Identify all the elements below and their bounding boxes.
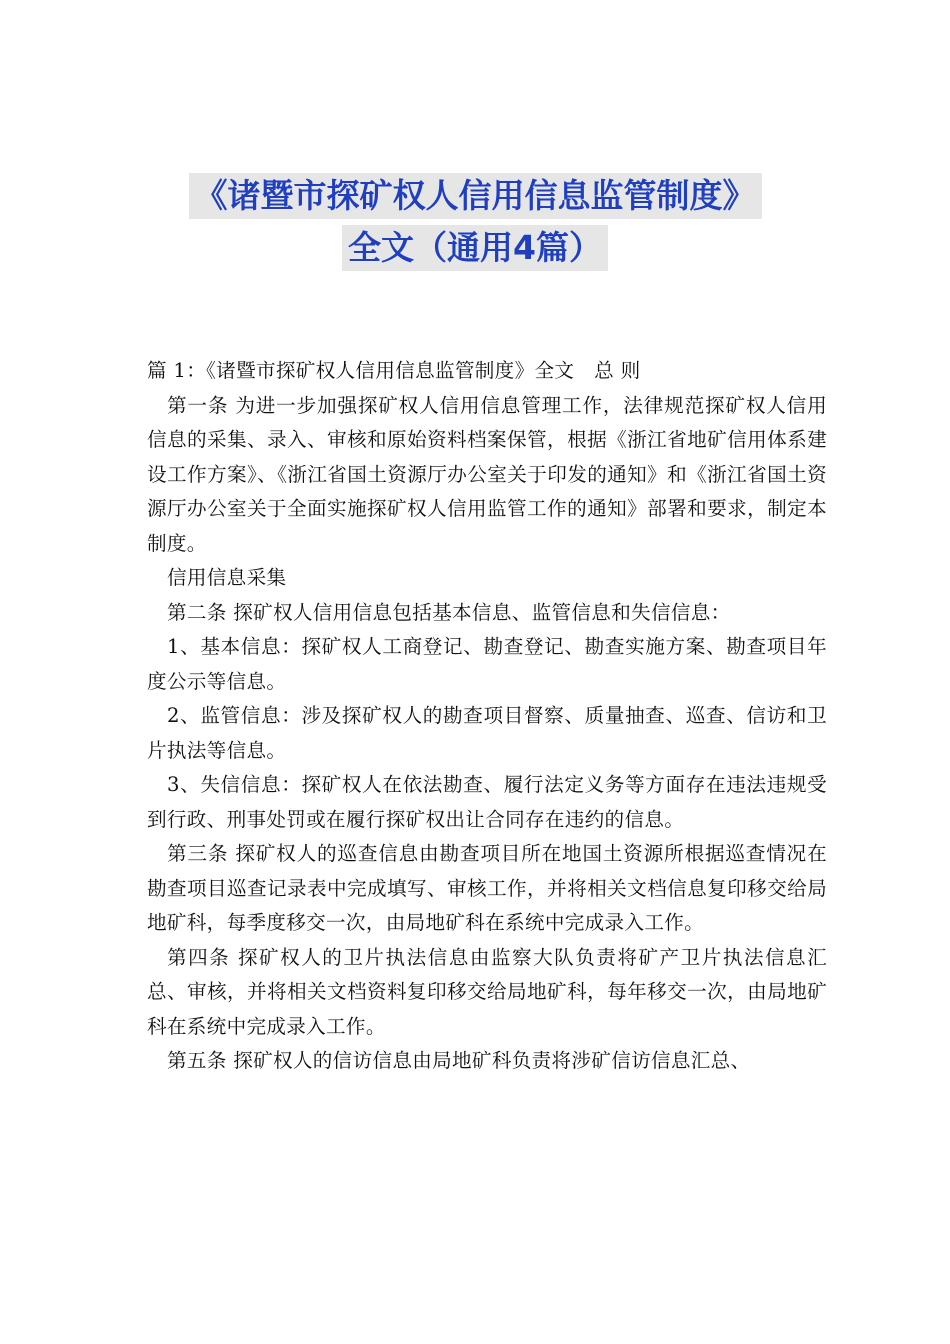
section-heading: 信用信息采集 bbox=[167, 566, 287, 589]
paragraph: 第五条 探矿权人的信访信息由局地矿科负责将涉矿信访信息汇总、 bbox=[167, 1049, 751, 1072]
paragraph: 篇 1：《诸暨市探矿权人信用信息监管制度》全文 总 则 bbox=[147, 359, 641, 382]
paragraph: 2、监管信息：涉及探矿权人的勘查项目督察、质量抽查、巡查、信访和卫片执法等信息。 bbox=[147, 704, 827, 762]
paragraph: 第三条 探矿权人的巡查信息由勘查项目所在地国土资源所根据巡查情况在勘查项目巡查记录表中完成填写、审核工作，并将相关文档信息复印移交给局地矿科，每季度移交一次，由局地矿科在系统中完成录入工作。 bbox=[147, 842, 827, 934]
title-line-2: 全文（通用4篇） bbox=[342, 225, 608, 271]
paragraph: 第四条 探矿权人的卫片执法信息由监察大队负责将矿产卫片执法信息汇总、审核，并将相关文档资料复印移交给局地矿科，每年移交一次，由局地矿科在系统中完成录入工作。 bbox=[147, 945, 827, 1038]
paragraph: 第二条 探矿权人信用信息包括基本信息、监管信息和失信信息： bbox=[167, 600, 731, 624]
document-title bbox=[0, 173, 950, 275]
title-line-1: 《诸暨市探矿权人信用信息监管制度》 bbox=[189, 173, 762, 219]
document-body bbox=[147, 354, 827, 1079]
paragraph: 第一条 为进一步加强探矿权人信用信息管理工作，法律规范探矿权人信用信息的采集、录入、审核和原始资料档案保管，根据《浙江省地矿信用体系建设工作方案》、《浙江省国土资源厅办公室关于印发的通知》和《浙江省国土资源厅办公室关于全面实施探矿权人信用监管工作的通知》部署和要求，制定本制度。 bbox=[147, 393, 827, 555]
paragraph: 1、基本信息：探矿权人工商登记、勘查登记、勘查实施方案、勘查项目年度公示等信息。 bbox=[147, 635, 827, 693]
paragraph: 3、失信信息：探矿权人在依法勘查、履行法定义务等方面存在违法违规受到行政、刑事处罚或在履行探矿权出让合同存在违约的信息。 bbox=[147, 773, 827, 831]
